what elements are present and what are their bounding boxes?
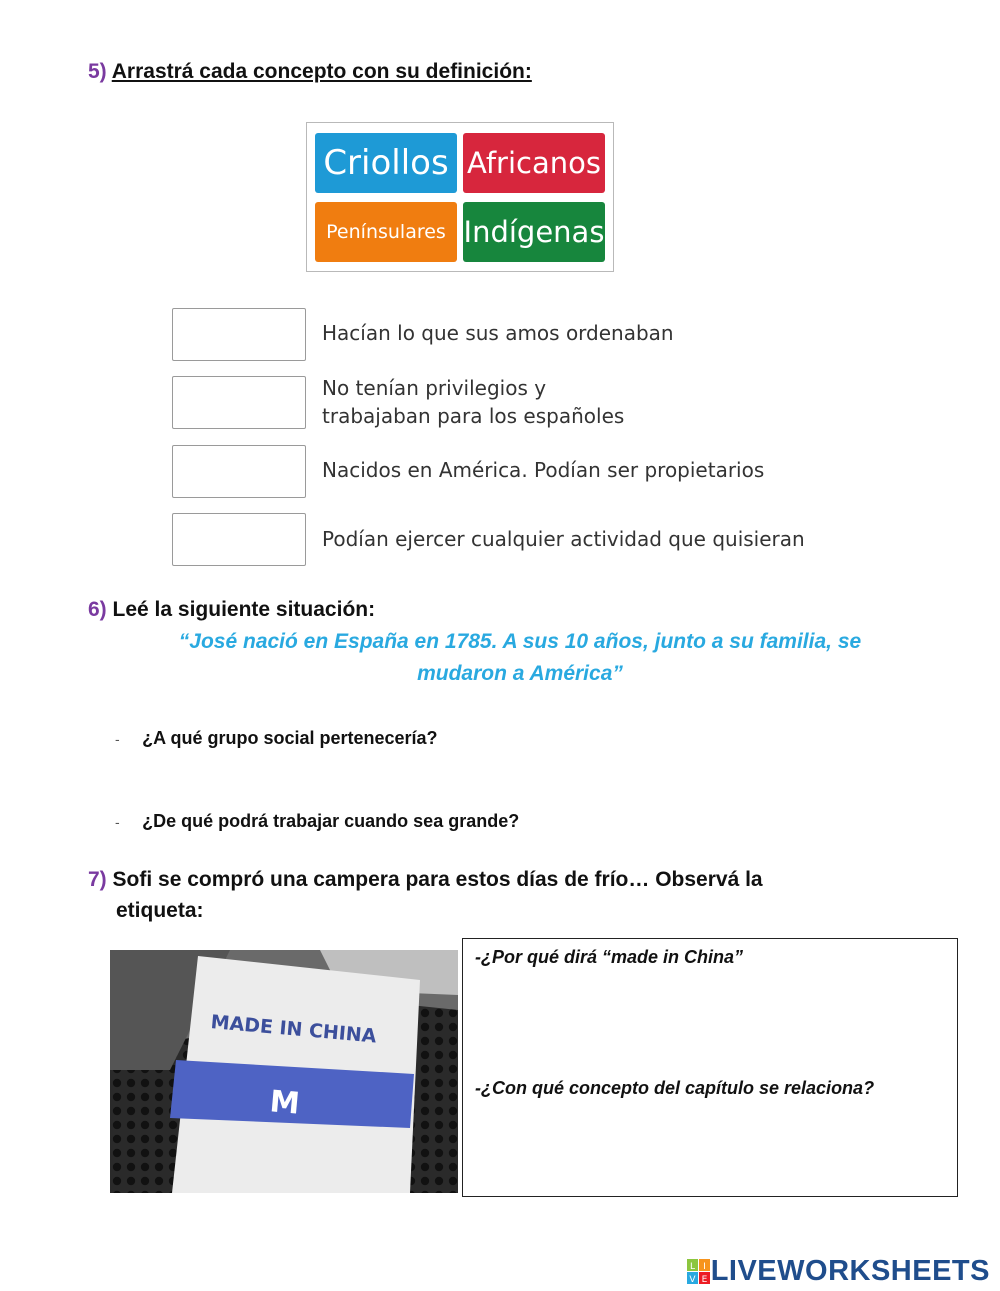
bullet-dash: - bbox=[115, 814, 120, 830]
q6-subquestion-2 bbox=[115, 811, 519, 832]
logo-letter-i: I bbox=[702, 1261, 706, 1272]
q7-title-line1: Sofi se compró una campera para estos días de frío… Observá la bbox=[112, 868, 763, 891]
sub1-text: ¿A qué grupo social pertenecería? bbox=[142, 728, 438, 748]
q7-heading bbox=[88, 864, 888, 926]
definition-2-line2: trabajaban para los españoles bbox=[322, 404, 625, 428]
drop-box-4[interactable] bbox=[172, 513, 306, 566]
drop-box-2[interactable] bbox=[172, 376, 306, 429]
drop-box-3[interactable] bbox=[172, 445, 306, 498]
q5-heading bbox=[88, 60, 532, 84]
liveworksheets-logo bbox=[687, 1255, 990, 1288]
concept-tile-africanos[interactable]: Africanos bbox=[463, 133, 605, 193]
label-photo-illustration bbox=[110, 950, 458, 1193]
box-question-2: -¿Con qué concepto del capítulo se relaciona? bbox=[475, 1078, 875, 1098]
quote-line-1: “José nació en España en 1785. A sus 10 años, junto a su familia, se bbox=[178, 630, 862, 653]
q6-title: Leé la siguiente situación: bbox=[112, 598, 376, 621]
box-question-1: -¿Por qué dirá “made in China” bbox=[475, 947, 744, 967]
logo-blocks-icon bbox=[687, 1259, 711, 1285]
concept-tile-peninsulares[interactable]: Penínsulares bbox=[315, 202, 457, 262]
logo-letter-l: L bbox=[689, 1261, 695, 1272]
q5-number: 5) bbox=[88, 60, 107, 83]
q6-number: 6) bbox=[88, 598, 107, 621]
drop-box-1[interactable] bbox=[172, 308, 306, 361]
concept-tiles bbox=[306, 122, 614, 272]
quote-line-2: mudaron a América” bbox=[417, 662, 623, 685]
label-made-in-china: MADE IN CHINA bbox=[209, 1011, 378, 1048]
q6-subquestion-1 bbox=[115, 728, 438, 749]
q7-answer-box[interactable] bbox=[462, 938, 958, 1197]
concept-tile-criollos[interactable]: Criollos bbox=[315, 133, 457, 193]
sub2-text: ¿De qué podrá trabajar cuando sea grande? bbox=[142, 811, 520, 831]
concept-tile-indigenas[interactable]: Indígenas bbox=[463, 202, 605, 262]
definition-1: Hacían lo que sus amos ordenaban bbox=[322, 321, 674, 345]
q7-title-line2: etiqueta: bbox=[116, 899, 204, 922]
definition-4: Podían ejercer cualquier actividad que quisieran bbox=[322, 527, 805, 551]
logo-letter-e: E bbox=[701, 1274, 708, 1285]
clothing-label-photo bbox=[110, 950, 458, 1193]
logo-letter-v: V bbox=[689, 1274, 696, 1285]
q5-title: Arrastrá cada concepto con su definición: bbox=[111, 60, 532, 83]
label-size: M bbox=[268, 1084, 302, 1122]
definition-3: Nacidos en América. Podían ser propietarios bbox=[322, 458, 765, 482]
q7-number: 7) bbox=[88, 868, 107, 891]
bullet-dash: - bbox=[115, 731, 120, 747]
definition-2-line1: No tenían privilegios y bbox=[322, 376, 547, 400]
q6-heading bbox=[88, 598, 375, 622]
brand-name: LIVEWORKSHEETS bbox=[710, 1255, 990, 1287]
situation-quote bbox=[90, 626, 950, 690]
